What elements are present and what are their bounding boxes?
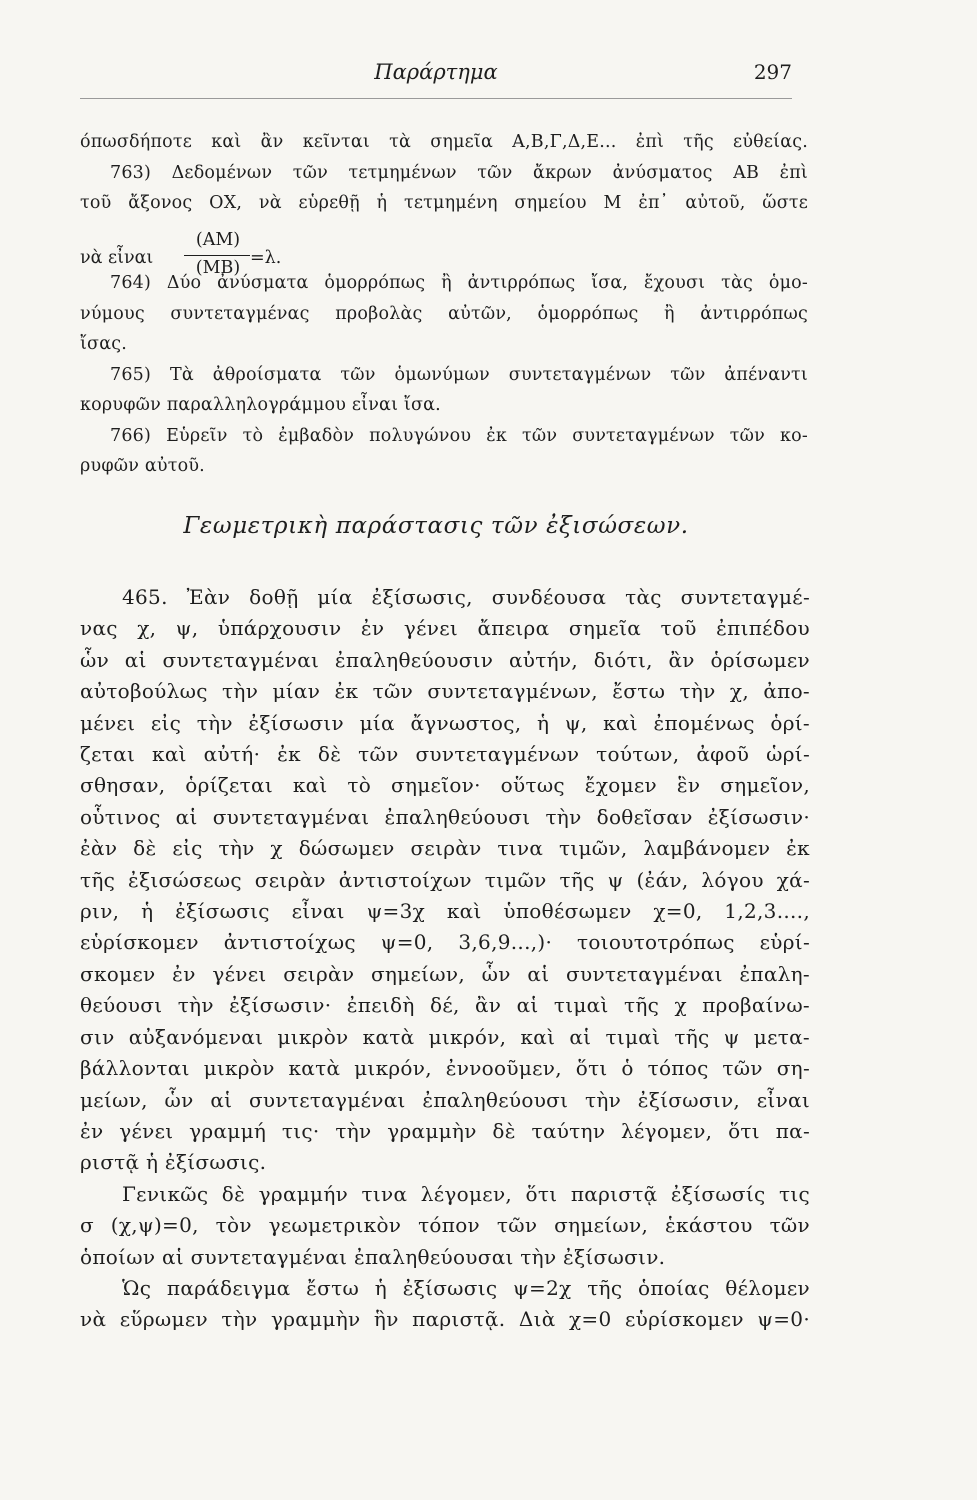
exercise-763-line: τοῦ ἄξονος ΟΧ, νὰ εὑρεθῇ ἡ τετμημένη σημείου Μ ἐπ᾽ αὐτοῦ, ὥστε [80, 193, 808, 213]
exercise-765-line: κορυφῶν παραλληλογράμμου εἶναι ἴσα. [80, 395, 441, 415]
exercise-764-line: νύμους συντεταγμένας προβολὰς αὐτῶν, ὁμορρόπως ἢ ἀντιρρόπως [80, 303, 808, 324]
paragraph-line: νὰ εὕρωμεν τὴν γραμμὴν ἣν παριστᾷ. Διὰ χ=0 εὑρίσκομεν ψ=0· [80, 1307, 810, 1332]
paragraph-line: βάλλονται μικρὸν κατὰ μικρόν, ἐννοοῦμεν, ὅτι ὁ τόπος τῶν ση- [80, 1056, 810, 1081]
paragraph-line: 465. Ἐὰν δοθῇ μία ἐξίσωσις, συνδέουσα τὰς συντεταγμέ- [122, 585, 810, 609]
exercise-block-bottom [80, 268, 808, 482]
paragraph-line: εὑρίσκομεν ἀντιστοίχως ψ=0, 3,6,9...,)· τοιουτοτρόπως εὑρί- [80, 930, 810, 955]
paragraph-line: αὐτοβούλως τὴν μίαν ἐκ τῶν συντεταγμένων, ἔστω τὴν χ, ἀπο- [80, 679, 810, 704]
exercise-766-line: ρυφῶν αὐτοῦ. [80, 456, 205, 476]
paragraph-line: σ (χ,ψ)=0, τὸν γεωμετρικὸν τόπον τῶν σημείων, ἑκάστου τῶν [80, 1213, 810, 1238]
formula-tail: =λ. [250, 248, 282, 268]
running-header [80, 58, 792, 99]
paragraph-line: μείων, ὧν αἱ συντεταγμέναι ἐπαληθεύουσι τὴν ἐξίσωσιν, εἶναι [80, 1087, 810, 1112]
paragraph-line: ἐν γένει γραμμή τις· τὴν γραμμὴν δὲ ταύτην λέγομεν, ὅτι πα- [80, 1118, 810, 1143]
paragraph-line: ζεται καὶ αὐτή· ἐκ δὲ τῶν συντεταγμένων τούτων, ἀφοῦ ὡρί- [80, 742, 810, 767]
exercise-766-line: 766) Εὑρεῖν τὸ ἐμβαδὸν πολυγώνου ἐκ τῶν συντεταγμένων τῶν κο- [110, 425, 808, 446]
paragraph-line: Γενικῶς δὲ γραμμήν τινα λέγομεν, ὅτι παριστᾷ ἐξίσωσίς τις [122, 1181, 810, 1206]
paragraph-line: Ὡς παράδειγμα ἔστω ἡ ἐξίσωσις ψ=2χ τῆς ὁποίας θέλομεν [122, 1275, 810, 1300]
exercise-764-line: ἴσας. [80, 334, 127, 354]
paragraph-line: θεύουσι τὴν ἐξίσωσιν· ἐπειδὴ δέ, ἂν αἱ τιμαὶ τῆς χ προβαίνω- [80, 993, 810, 1018]
paragraph-line: οὗτινος αἱ συντεταγμέναι ἐπαληθεύουσι τὴν δοθεῖσαν ἐξίσωσιν· [80, 804, 810, 829]
paragraph-line: ὧν αἱ συντεταγμέναι ἐπαληθεύουσιν αὐτήν, διότι, ἂν ὁρίσωμεν [80, 647, 810, 672]
paragraph-line: ριν, ἡ ἐξίσωσις εἶναι ψ=3χ καὶ ὑποθέσωμεν χ=0, 1,2,3...., [80, 899, 810, 924]
paragraph-line: σιν αὐξανόμεναι μικρὸν κατὰ μικρόν, καὶ αἱ τιμαὶ τῆς ψ μετα- [80, 1024, 810, 1049]
paragraph-line: μένει εἰς τὴν ἐξίσωσιν μία ἄγνωστος, ἡ ψ, καὶ ἐπομένως ὁρί- [80, 710, 810, 735]
paragraph-line: σθησαν, ὁρίζεται καὶ τὸ σημεῖον· οὕτως ἔχομεν ἓν σημεῖον, [80, 773, 810, 798]
continued-line: όπωσδήποτε καὶ ἂν κεῖνται τὰ σημεῖα Α,Β,Γ,Δ,Ε... ἐπὶ τῆς εὐθείας. [80, 132, 808, 152]
exercise-block-top [80, 127, 808, 219]
paragraph-line: ἐὰν δὲ εἰς τὴν χ δώσωμεν σειρὰν τινα τιμῶν, λαμβάνομεν ἐκ [80, 836, 810, 861]
paragraph-line: ριστᾷ ἡ ἐξίσωσις. [80, 1150, 267, 1175]
paragraph-465 [80, 582, 810, 1336]
section-title: Γεωμετρικὴ παράστασις τῶν ἐξισώσεων. [183, 513, 689, 539]
paragraph-line: τῆς ἐξισώσεως σειρὰν ἀντιστοίχων τιμῶν τῆς ψ (ἐάν, λόγου χά- [80, 867, 810, 892]
page-number: 297 [753, 60, 792, 84]
exercise-765-line: 765) Τὰ ἀθροίσματα τῶν ὁμωνύμων συντεταγμένων τῶν ἀπέναντι [110, 364, 808, 385]
fraction-denominator: (ΜΒ) [195, 258, 241, 278]
formula-lead: νὰ εἶναι [80, 248, 154, 268]
fraction-bar [184, 255, 250, 256]
exercise-763-line: 763) Δεδομένων τῶν τετμημένων τῶν ἄκρων ἀνύσματος ΑΒ ἐπὶ [110, 162, 808, 183]
exercise-764-line: 764) Δύο ἀνύσματα ὁμορρόπως ἢ ἀντιρρόπως ἴσα, ἔχουσι τὰς ὁμο- [110, 273, 808, 293]
paragraph-line: ὁποίων αἱ συντεταγμέναι ἐπαληθεύουσαι τὴν ἐξίσωσιν. [80, 1244, 666, 1269]
paragraph-line: νας χ, ψ, ὑπάρχουσιν ἐν γένει ἄπειρα σημεῖα τοῦ ἐπιπέδου [80, 616, 810, 641]
running-title: Παράρτημα [374, 60, 498, 84]
paragraph-line: σκομεν ἐν γένει σειρὰν σημείων, ὧν αἱ συντεταγμέναι ἐπαλη- [80, 961, 810, 986]
fraction-numerator: (ΑΜ) [195, 230, 241, 250]
